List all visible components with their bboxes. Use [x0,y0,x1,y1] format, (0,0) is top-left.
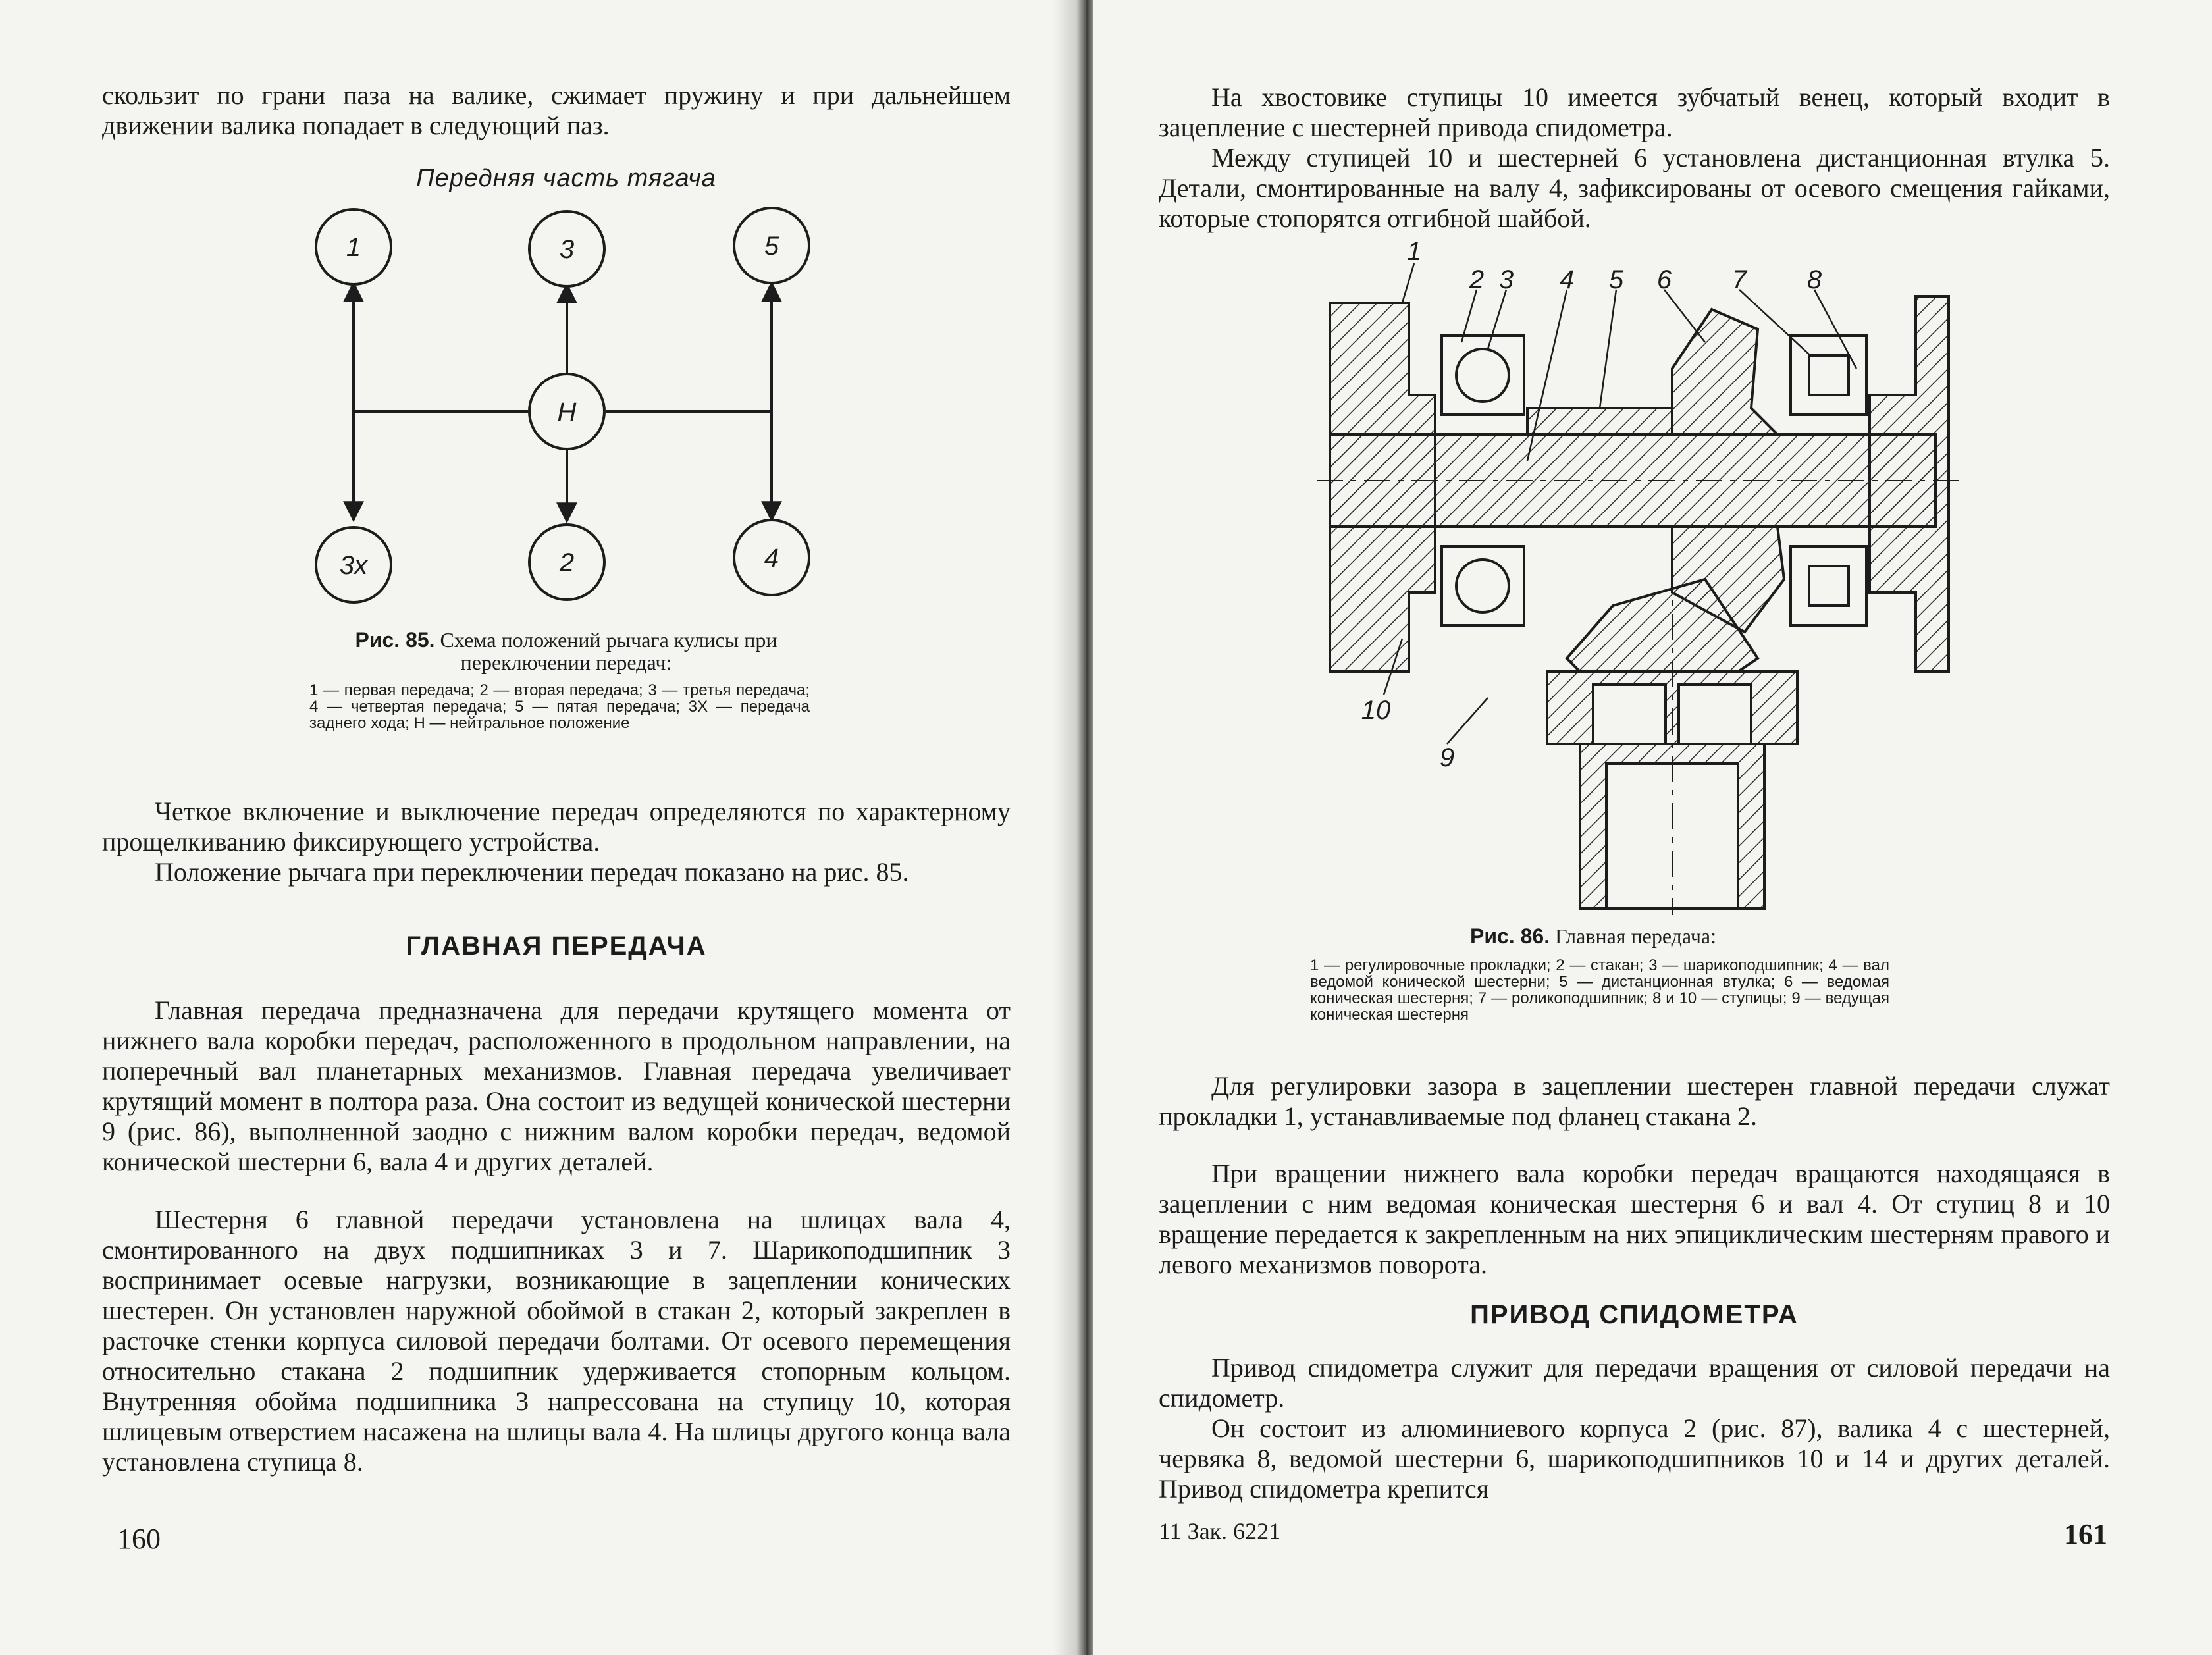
left-page [0,0,1080,1655]
left-page-number: 160 [117,1523,161,1555]
fig86-callout-10: 10 [1361,696,1391,725]
fig86-callout-3: 3 [1498,265,1514,294]
fig86-callout-5: 5 [1608,265,1624,294]
figure86-main-drive-drawing [1093,0,2212,922]
right-page-number: 161 [2064,1518,2107,1550]
fig86-callout-4: 4 [1559,265,1575,294]
fig85-label-2: 2 [559,548,575,577]
figure85-caption-text: Схема положений рычага кулисы при переключении передач: [440,628,777,674]
right-section-heading: ПРИВОД СПИДОМЕТРА [1470,1300,1799,1329]
figure85-caption [309,629,823,673]
fig86-callout-6: 6 [1656,265,1672,294]
figure85-title: Передняя часть тягача [416,165,716,192]
left-paragraph-3: Положение рычага при переключении передач показано на рис. 85. [155,857,909,887]
fig86-callout-9: 9 [1439,743,1455,772]
figure86-caption-text: Главная передача: [1555,924,1716,948]
figure86-caption [1304,925,1883,947]
figure86-legend: 1 — регулировочные прокладки; 2 — стакан; 3 — шарикоподшипник; 4 — вал ведомой конической шестерни; 5 — дистанционная втулка; 6 — ведомая коническая шестерня; 7 — роликоподшипник; 8 и 10 — ступицы; 9 — ведущая коническая шестерня [1310,957,1889,1024]
fig85-label-1: 1 [346,233,361,262]
right-paragraph-1: На хвостовике ступицы 10 имеется зубчатый венец, который входит в зацепление с шестерней привода спидометра. [1159,82,2110,142]
right-page [1093,0,2212,1655]
right-paragraph-4: При вращении нижнего вала коробки передач вращаются находящаяся в зацеплении с ним ведомая коническая шестерня 6 и вал 4. От ступиц 8 и 10 вращение передается к закрепленным на них эпициклическим шестерням правого и левого механизмов поворота. [1159,1159,2110,1279]
left-paragraph-4: Главная передача предназначена для передачи крутящего момента от нижнего вала коробки передач, расположенного в продольном направлении, на поперечный вал планетарных механизмов. Главная передача увеличивает крутящий момент в полтора раза. Она состоит из ведущей конической шестерни 9 (рис. 86), выполненной заодно с нижним валом коробки передач, ведомой конической шестерни 6, вала 4 и других деталей. [102,995,1011,1176]
right-paragraph-6: Он состоит из алюминиевого корпуса 2 (рис. 87), валика 4 с шестерней, червяка 8, ведомой шестерни 6, шарикоподшипников 10 и 14 и других деталей. Привод спидометра крепится [1159,1413,2110,1504]
fig85-label-5: 5 [764,232,779,261]
left-paragraph-5: Шестерня 6 главной передачи установлена на шлицах вала 4, смонтированного на двух подшипниках 3 и 7. Шарикоподшипник 3 воспринимает осевые нагрузки, возникающие в зацеплении конических шестерен. Он установлен наружной обоймой в стакан 2, который закреплен в расточке стенки корпуса силовой передачи болтами. От осевого перемещения относительно стакана 2 подшипник удерживается стопорным кольцом. Внутренняя обойма подшипника 3 напрессована на ступицу 10, которая шлицевым отверстием насажена на шлицы вала 4. На шлицы другого конца вала установлена ступица 8. [102,1205,1011,1477]
fig86-callout-2: 2 [1469,265,1485,294]
figure85-caption-number: Рис. 85. [355,628,435,652]
print-order-note: 11 Зак. 6221 [1159,1518,1281,1544]
left-section-heading: ГЛАВНАЯ ПЕРЕДАЧА [406,932,707,960]
fig85-label-3: 3 [559,235,575,264]
left-paragraph-top: скользит по грани паза на валике, сжимает пружину и при дальнейшем движении валика попадает в следующий паз. [102,80,1011,140]
fig85-label-4: 4 [764,544,779,573]
fig85-label-h: Н [557,398,577,427]
right-paragraph-5: Привод спидометра служит для передачи вращения от силовой передачи на спидометр. [1159,1353,2110,1413]
figure85-legend: 1 — первая передача; 2 — вторая передача; 3 — третья передача; 4 — четвертая передача; 5 — пятая передача; 3Х — передача заднего хода; Н — нейтральное положение [309,681,810,732]
fig86-callout-7: 7 [1731,265,1747,294]
figure86-caption-number: Рис. 86. [1470,924,1550,948]
fig86-driven-gear-6 [1672,309,1778,434]
fig85-label-3x: 3х [339,551,368,580]
right-paragraph-3: Для регулировки зазора в зацеплении шестерен главной передачи служат прокладки 1, устанавливаемые под фланец стакана 2. [1159,1071,2110,1131]
fig86-spacer-5 [1527,408,1672,434]
fig86-callout-8: 8 [1806,265,1822,294]
left-paragraph-2: Четкое включение и выключение передач определяются по характерному прощелкиванию фиксирующего устройства. [102,797,1011,856]
right-paragraph-2: Между ступицей 10 и шестерней 6 установлена дистанционная втулка 5. Детали, смонтированные на валу 4, зафиксированы от осевого смещения гайками, которые стопорятся отгибной шайбой. [1159,143,2110,233]
fig86-callout-1: 1 [1406,237,1422,266]
